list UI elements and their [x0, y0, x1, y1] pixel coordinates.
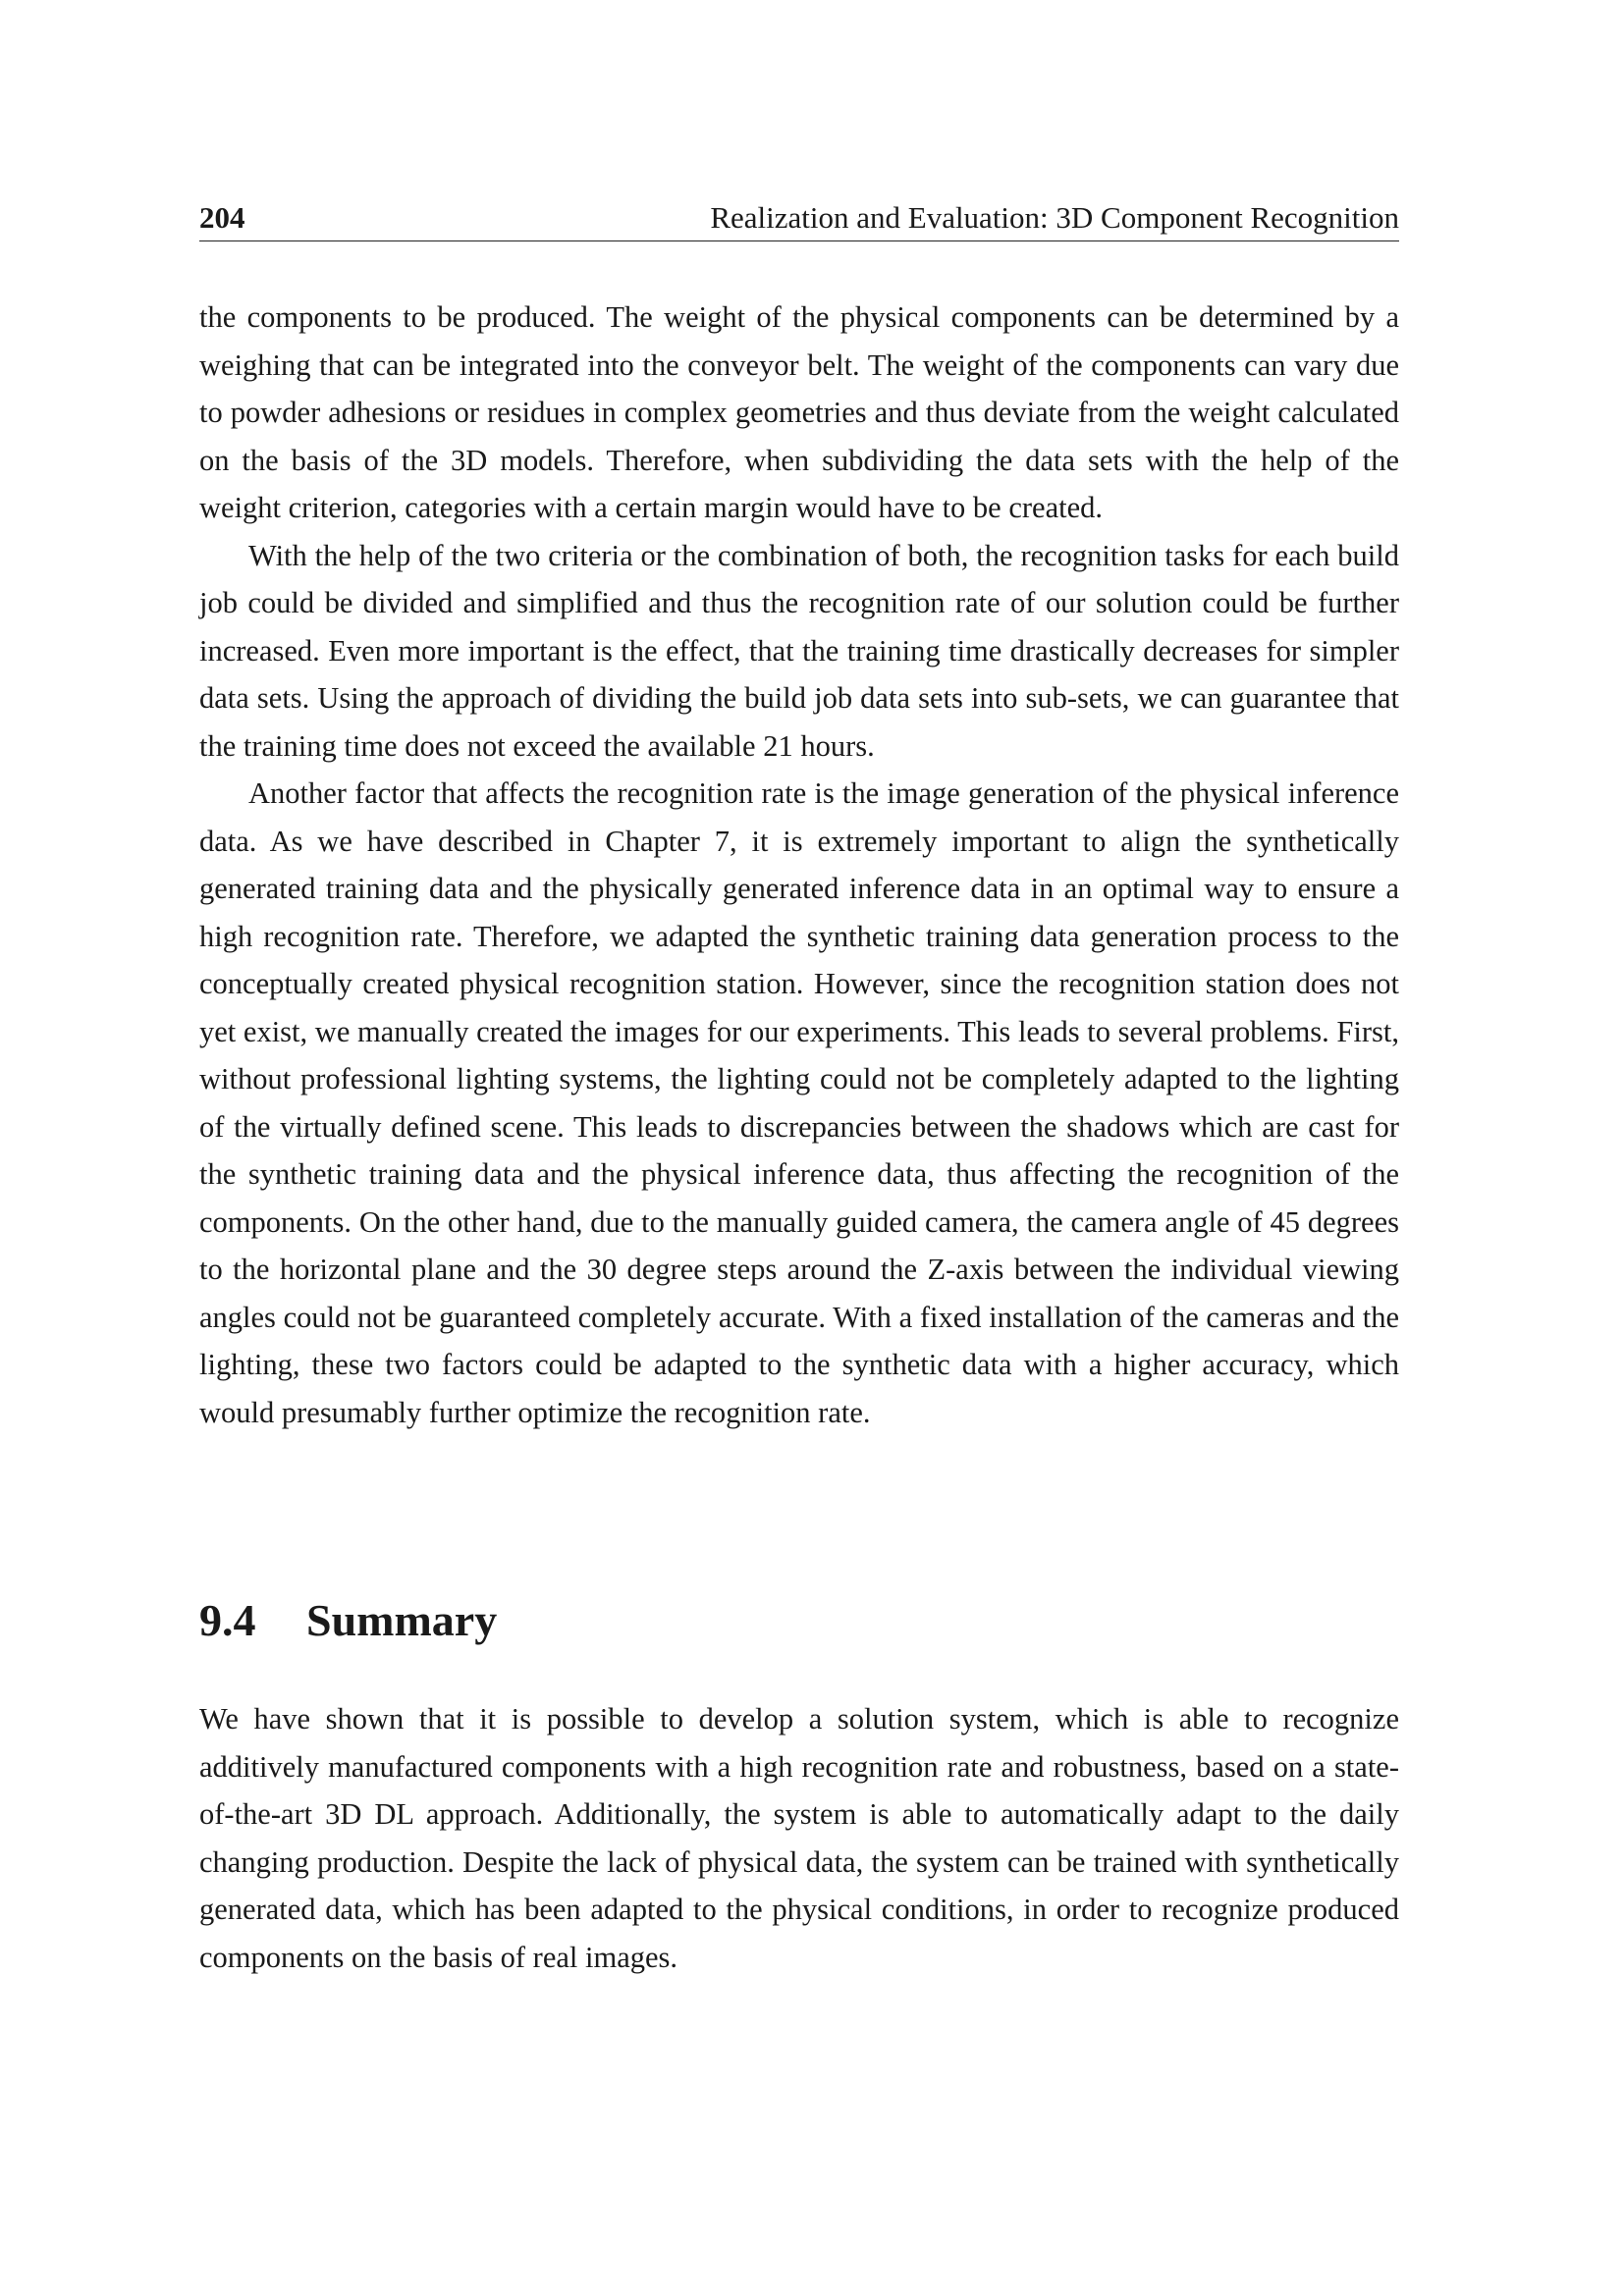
running-header — [199, 194, 1399, 241]
summary-body — [199, 1695, 1399, 1981]
chapter-title: Realization and Evaluation: 3D Component Recognition — [710, 200, 1399, 235]
paragraph-image-generation: Another factor that affects the recognition rate is the image generation of the physical inference data. As we have described in Chapter 7, it is extremely important to align the synthetically generated training data and the physically generated inference data in an optimal way to ensure a high recognition rate. Therefore, we adapted the synthetic training data generation process to the conceptually created physical recognition station. However, since the recognition station does not yet exist, we manually created the images for our experiments. This leads to several problems. First, without professional lighting systems, the lighting could not be completely adapted to the lighting of the virtually defined scene. This leads to discrepancies between the shadows which are cast for the synthetic training data and the physical inference data, thus affecting the recognition of the components. On the other hand, due to the manually guided camera, the camera angle of 45 degrees to the horizontal plane and the 30 degree steps around the Z-axis between the individual viewing angles could not be guaranteed completely accurate. With a fixed installation of the cameras and the lighting, these two factors could be adapted to the synthetic data with a higher accuracy, which would presumably further optimize the recognition rate. — [199, 776, 1399, 1429]
document-page — [199, 0, 1399, 2296]
body-text — [199, 294, 1399, 1436]
summary-paragraph: We have shown that it is possible to develop a solution system, which is able to recognize additively manufactured components with a high recognition rate and robustness, based on a state-of-the-art 3D DL approach. Additionally, the system is able to automatically adapt to the daily changing production. Despite the lack of physical data, the system can be trained with synthetically generated data, which has been adapted to the physical conditions, in order to recognize produced components on the basis of real images. — [199, 1702, 1399, 1974]
section-title: Summary — [306, 1595, 498, 1645]
section-number: 9.4 — [199, 1595, 256, 1645]
section-heading — [199, 1595, 498, 1645]
page-number: 204 — [199, 200, 245, 235]
paragraph-criteria: With the help of the two criteria or the combination of both, the recognition tasks for each build job could be divided and simplified and thus the recognition rate of our solution could be further increased. Even more important is the effect, that the training time drastically decreases for simpler data sets. Using the approach of dividing the build job data sets into sub-sets, we can guarantee that the training time does not exceed the available 21 hours. — [199, 538, 1399, 763]
paragraph-continued: the components to be produced. The weight of the physical components can be determined by a weighing that can be integrated into the conveyor belt. The weight of the components can vary due to powder adhesions or residues in complex geometries and thus deviate from the weight calculated on the basis of the 3D models. Therefore, when subdividing the data sets with the help of the weight criterion, categories with a certain margin would have to be created. — [199, 300, 1399, 524]
